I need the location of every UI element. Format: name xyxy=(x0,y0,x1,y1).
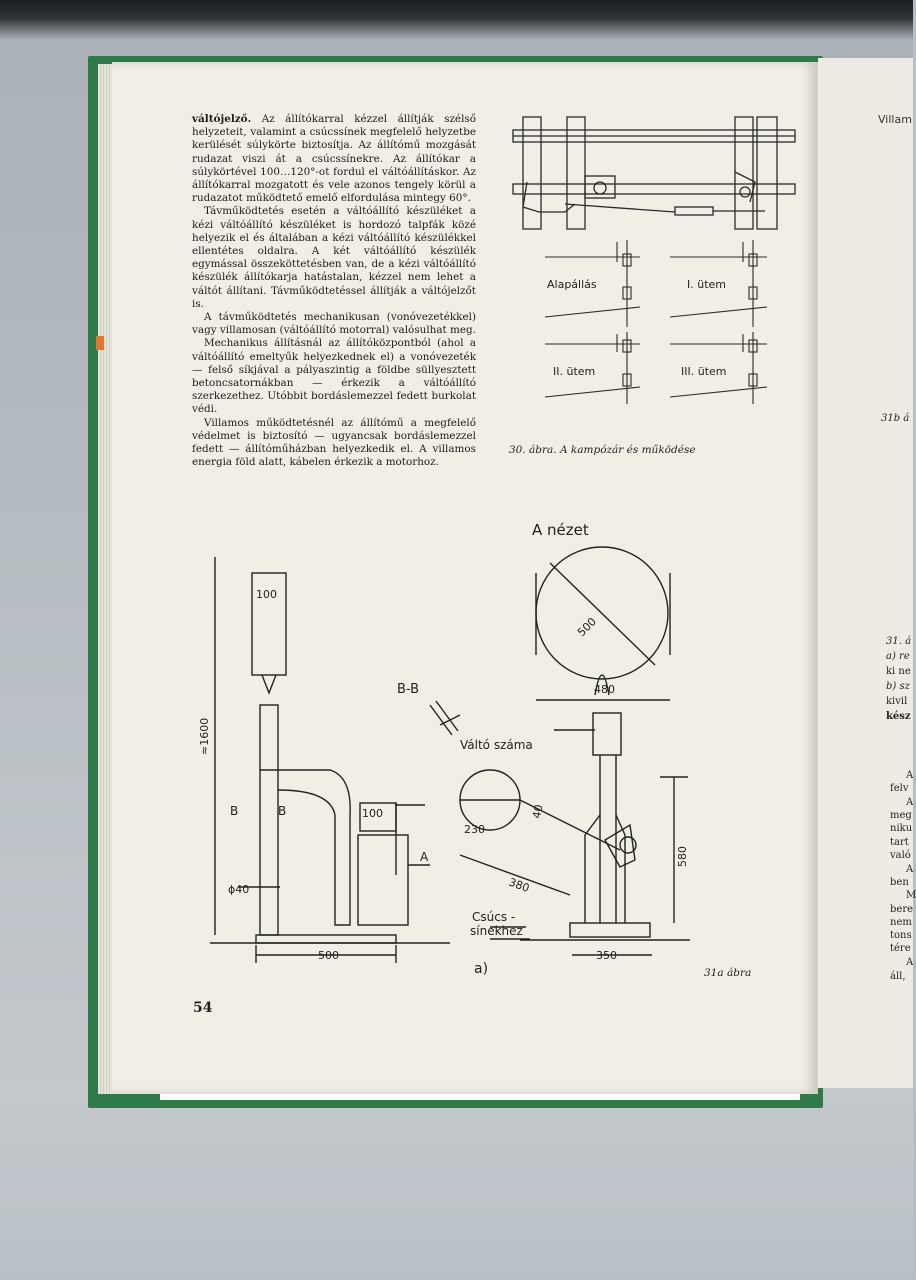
figure-31a-drawing xyxy=(190,515,710,980)
right-body-5: niku xyxy=(890,823,913,834)
dim-100-top: 100 xyxy=(256,588,277,601)
right-body-13: tons xyxy=(890,930,912,941)
right-line-3: b) sz xyxy=(886,681,910,692)
paragraph-1-text: Az állítókarral kézzel állítják szélső helyzeteit, valamint a csúcssínek megfelelő helyzetbe kerülését súlykörte biztosítja. Az állítómű mozgását rudazat viszi át a csúcssínekre. Az állítókar a súlykörtével 100…120°-ot fordul el váltóállításkor. Az állítókarral mozgatott és vele azonos tengely körül a rudazatot működtető emelő elfordulása mintegy 60°. xyxy=(192,113,476,205)
paragraph-5: Villamos működtetésnél az állítómű a megfelelő védelmet is biztosító — ugyancsak bordáslemezzel fedett — állítóműházban helyezkedik el. A villamos energia föld alatt, kábelen érkezik a motorhoz. xyxy=(192,416,476,469)
right-body-16: áll, xyxy=(890,971,906,982)
dim-230: 230 xyxy=(464,823,485,836)
right-body-14: tére xyxy=(890,943,911,954)
right-body-12: nem xyxy=(890,917,912,928)
right-line-5: kész xyxy=(886,711,911,722)
right-line-1: a) re xyxy=(886,651,910,662)
right-body-1: A xyxy=(906,770,914,781)
paragraph-4: Mechanikus állításnál az állítóközpontból (ahol a váltóállító emeltyűk helyezkednek el) a vonóvezeték — felső síkjával a pályaszintig a földbe süllyesztett betoncsatornákban — érkezik a váltóállító szerkezethez. Utóbbit bordáslemezzel fedett burkolat védi. xyxy=(192,337,476,416)
dim-480: 480 xyxy=(594,683,615,696)
right-fig-31b-caption: 31b á xyxy=(881,413,910,424)
right-page-top-label: Villam xyxy=(878,113,912,126)
right-body-3: A xyxy=(906,797,914,808)
dim-380: 380 xyxy=(506,875,532,896)
right-body-10: M xyxy=(906,890,916,901)
right-body-2: felv xyxy=(890,783,909,794)
right-line-2: ki ne xyxy=(886,666,911,677)
right-body-11: bere xyxy=(890,904,914,915)
right-body-9: ben xyxy=(890,877,909,888)
label-valto-szama: Váltó száma xyxy=(460,738,533,752)
label-sub-a: a) xyxy=(474,961,489,977)
dim-phi40: ϕ40 xyxy=(228,883,250,896)
section-b-left: B xyxy=(230,804,239,818)
dim-580: 580 xyxy=(676,846,689,867)
label-alapallas: Alapállás xyxy=(547,278,597,291)
figure-30-drawing xyxy=(505,112,805,412)
dim-500-circle: 500 xyxy=(574,615,599,640)
right-body-15: A xyxy=(906,957,914,968)
page-bottom-edge xyxy=(160,1094,800,1100)
dim-1600: ≈1600 xyxy=(198,717,211,755)
figure-31a-caption: 31a ábra xyxy=(704,967,752,979)
paragraph-3: A távműködtetés mechanikusan (vonóvezetékkel) vagy villamosan (váltóállító motorral) valósulhat meg. xyxy=(192,311,476,337)
label-utem-3: III. ütem xyxy=(681,365,727,378)
dim-500: 500 xyxy=(318,949,339,962)
view-arrow-a: A xyxy=(420,850,429,864)
right-body-8: A xyxy=(906,864,914,875)
label-a-nezet: A nézet xyxy=(532,521,589,539)
dim-40: 40 xyxy=(530,803,546,820)
label-csucs-line1: Csúcs - xyxy=(472,910,516,924)
section-label-bb: B-B xyxy=(397,682,420,697)
right-body-7: való xyxy=(890,850,911,861)
label-utem-1: I. ütem xyxy=(687,278,727,291)
dim-350: 350 xyxy=(596,949,617,962)
label-utem-2: II. ütem xyxy=(553,365,596,378)
paragraph-2: Távműködtetés esetén a váltóállító készüléket a kézi váltóállító készüléket is hordozó talpfák közé helyezik el és általában a kézi váltóállító készülékkel ellentétes oldalra. A két váltóállító készülék egymással összeköttetésben van, de a kézi váltóállító készülék állítókarja hatástalan, kézzel nem lehet a váltót állítani. Távműködtetéssel állítják a váltójelzőt is. xyxy=(192,205,476,310)
figure-30-caption: 30. ábra. A kampózár és működése xyxy=(509,444,696,456)
dim-100-box: 100 xyxy=(362,807,383,820)
section-b-right: B xyxy=(278,804,287,818)
body-text xyxy=(192,113,476,469)
right-body-4: meg xyxy=(890,810,912,821)
paragraph-1 xyxy=(192,113,476,205)
page-number: 54 xyxy=(193,1000,213,1016)
label-csucs-line2: sínekhez xyxy=(470,924,523,938)
right-body-6: tart xyxy=(890,837,909,848)
term-valtojelzo: váltójelző. xyxy=(192,113,252,125)
right-caption-31: 31. á xyxy=(886,636,912,647)
right-line-4: kivil xyxy=(886,696,908,707)
bookmark-tab xyxy=(96,336,104,350)
